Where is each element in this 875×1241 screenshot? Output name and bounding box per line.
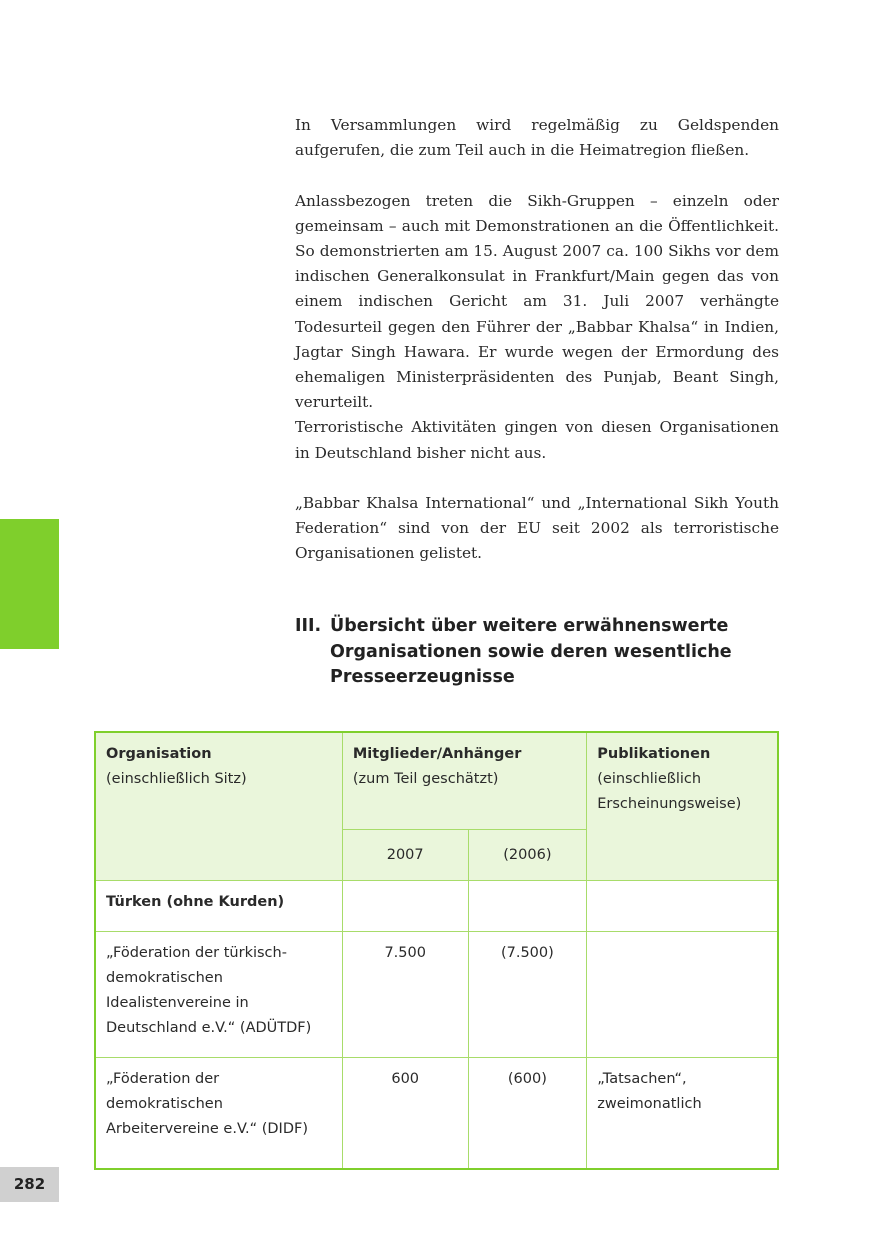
body-text xyxy=(295,113,779,592)
page-number: 282 xyxy=(0,1167,59,1202)
header-year-current: 2007 xyxy=(342,830,468,881)
row-publication xyxy=(587,932,778,1058)
table-header-row xyxy=(95,732,778,830)
paragraph-eu-listing: „Babbar Khalsa International“ und „International Sikh Youth Federation“ sind von der EU seit 2002 als terroristische Organisationen gelistet. xyxy=(295,494,779,563)
row-members-2007: 7.500 xyxy=(342,932,468,1058)
table-group-row xyxy=(95,881,778,932)
header-members-sub: (zum Teil geschätzt) xyxy=(352,771,499,787)
paragraph-terror-activities: Terroristische Aktivitäten gingen von diesen Organisationen in Deutschland bisher nicht aus. xyxy=(295,418,779,462)
row-members-2006: (600) xyxy=(468,1058,587,1170)
row-organisation: „Föderation der demokratischen Arbeitervereine e.V.“ (DIDF) xyxy=(95,1058,342,1170)
section-title: Übersicht über weitere erwähnenswerte Organisationen sowie deren wesentliche Presseerzeugnisse xyxy=(330,616,732,687)
header-year-previous: (2006) xyxy=(468,830,587,881)
row-organisation: „Föderation der türkisch-demokratischen Idealistenvereine in Deutschland e.V.“ (ADÜTDF) xyxy=(95,932,342,1058)
row-members-2007: 600 xyxy=(342,1058,468,1170)
header-organisation-label: Organisation xyxy=(106,746,212,762)
header-members-label: Mitglieder/Anhänger xyxy=(352,746,522,762)
group-heading: Türken (ohne Kurden) xyxy=(95,881,342,932)
paragraph-demonstrations: Anlassbezogen treten die Sikh-Gruppen – einzeln oder gemeinsam – auch mit Demonstrationen an die Öffentlichkeit. So demonstrierten am 15. August 2007 ca. 100 Sikhs vor dem indischen Generalkonsulat in Frankfurt/Main gegen das von einem indischen Gericht am 31. Juli 2007 verhängte Todesurteil gegen den Führer der „Babbar Khalsa“ in Indien, Jagtar Singh Hawara. Er wurde wegen der Ermordung des ehemaligen Ministerpräsidenten des Punjab, Beant Singh, verurteilt. xyxy=(295,191,779,412)
paragraph-donations: In Versammlungen wird regelmäßig zu Geldspenden aufgerufen, die zum Teil auch in die Heimatregion fließen. xyxy=(295,116,779,160)
header-organisation-sub: (einschließlich Sitz) xyxy=(106,771,247,787)
header-publications-label: Publikationen xyxy=(597,746,711,762)
header-publications xyxy=(587,732,778,881)
section-heading xyxy=(295,614,785,691)
header-members xyxy=(342,732,586,830)
row-publication: „Tatsachen“, zweimonatlich xyxy=(587,1058,778,1170)
chapter-side-tab xyxy=(0,519,59,649)
row-members-2006: (7.500) xyxy=(468,932,587,1058)
header-organisation xyxy=(95,732,342,881)
section-number: III. xyxy=(295,616,322,636)
table-row xyxy=(95,1058,778,1170)
organisations-table xyxy=(94,731,779,1170)
header-publications-sub: (einschließlich Erscheinungsweise) xyxy=(597,771,742,812)
table-row xyxy=(95,932,778,1058)
